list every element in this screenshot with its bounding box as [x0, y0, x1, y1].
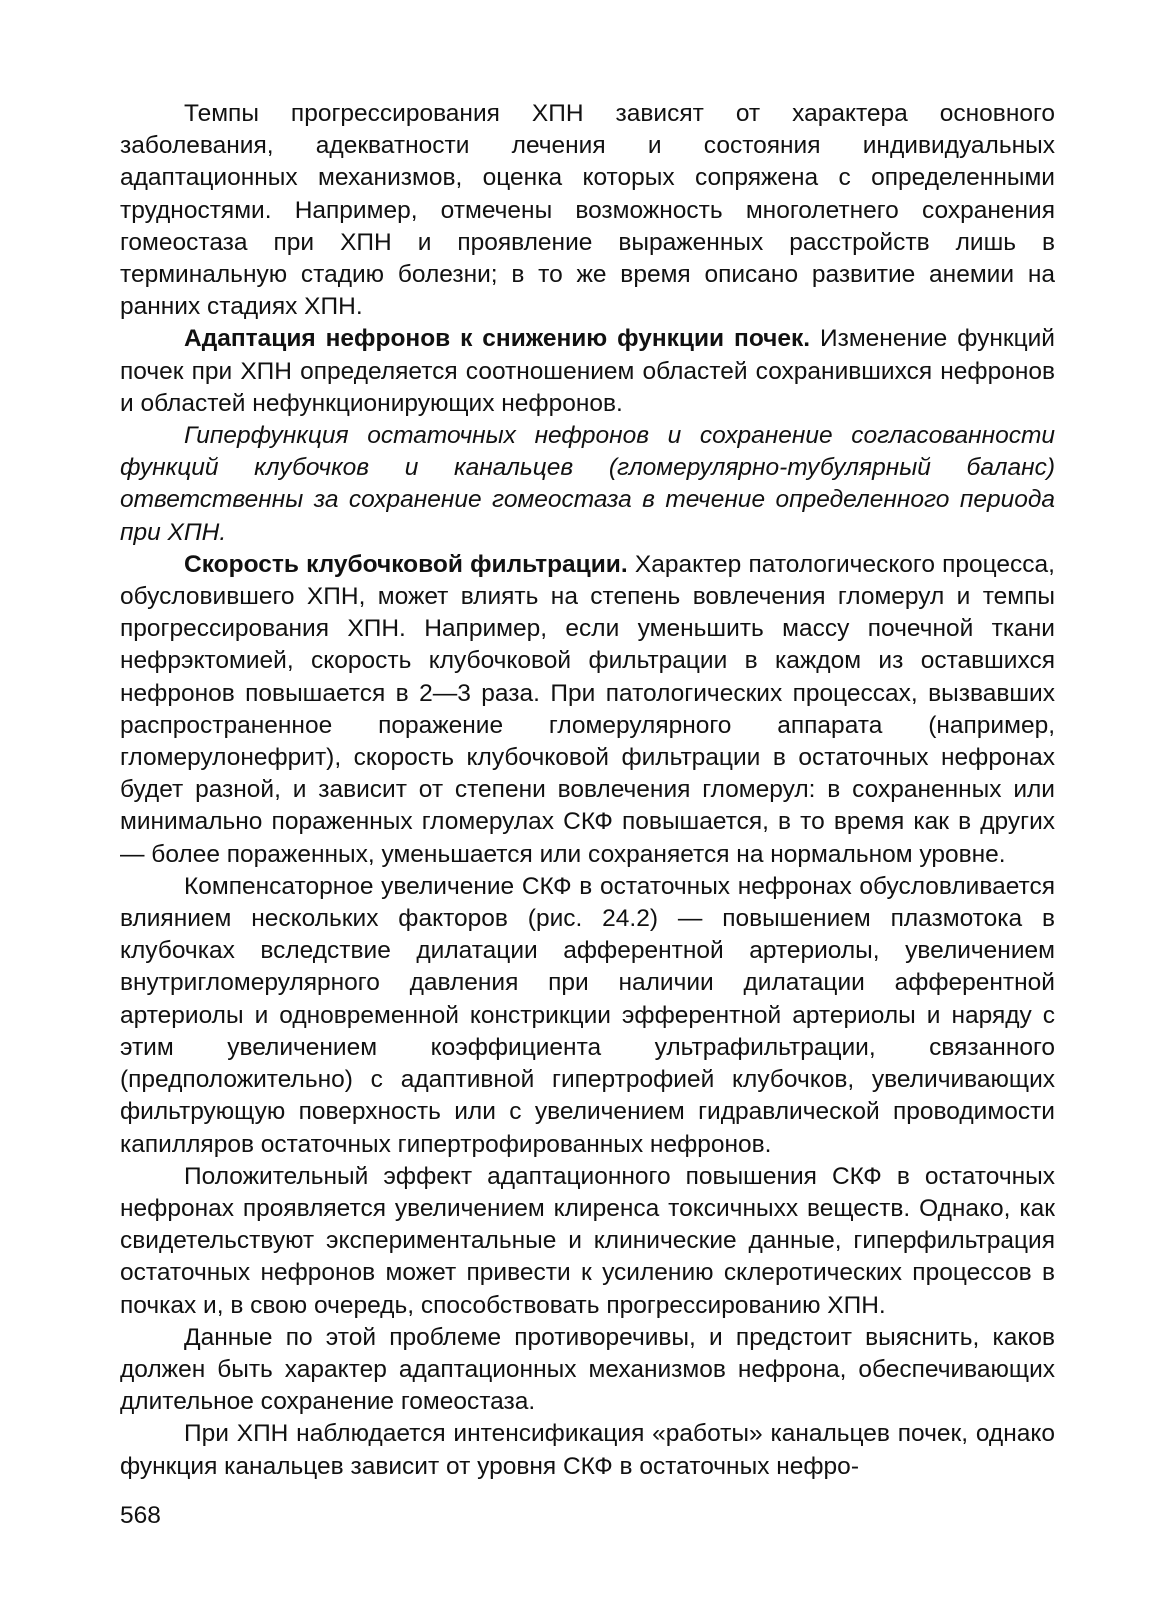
page-body — [120, 98, 1055, 1483]
paragraph-tubular-work — [120, 1418, 1055, 1482]
paragraph-contradictory-data — [120, 1322, 1055, 1419]
paragraph-text: Характер патологического процесса, обусловившего ХПН, может влиять на степень вовлечения гломерул и темпы прогрессирования ХПН. Например, если уменьшить массу почечной ткани нефрэктомией, скорость клубочковой фильтрации в каждом из оставшихся нефронов повышается в 2—3 раза. При патологических процессах, вызвавших распространенное поражение гломерулярного аппарата (например, гломерулонефрит), скорость клубочковой фильтрации в остаточных нефронах будет разной, и зависит от степени вовлечения гломерул: в сохраненных или минимально пораженных гломерулах СКФ повышается, в то время как в других — более пораженных, уменьшается или сохраняется на нормальном уровне. — [120, 550, 1055, 868]
paragraph-compensatory-gfr — [120, 871, 1055, 1161]
paragraph-progression-rates — [120, 98, 1055, 323]
paragraph-positive-effect — [120, 1161, 1055, 1322]
paragraph-text: Темпы прогрессирования ХПН зависят от характера основного заболевания, адекватности лечения и состояния индивидуальных адаптационных механизмов, оценка которых сопряжена с определенными трудностями. Например, отмечены возможность многолетнего сохранения гомеостаза при ХПН и проявление выраженных расстройств лишь в терминальную стадию болезни; в то же время описано развитие анемии на ранних стадиях ХПН. — [120, 100, 1055, 321]
paragraph-nephron-adaptation — [120, 323, 1055, 420]
paragraph-text: Положительный эффект адаптационного повышения СКФ в остаточных нефронах проявляется увеличением клиренса токсичныхх веществ. Однако, как свидетельствуют экспериментальные и клинические данные, гиперфильтрация остаточных нефронов может привести к усилению склеротических процессов в почках и, в свою очередь, способствовать прогрессированию ХПН. — [120, 1162, 1055, 1319]
paragraph-gfr — [120, 549, 1055, 871]
paragraph-hyperfunction — [120, 420, 1055, 549]
paragraph-text: Гиперфункция остаточных нефронов и сохранение согласованности функций клубочков и канальцев (гломерулярно-тубулярный баланс) ответственны за сохранение гомеостаза в течение определенного периода при ХПН. — [120, 422, 1055, 546]
paragraph-text: Изменение функций почек при ХПН определяется соотношением областей сохранившихся нефронов и областей нефункционирующих нефронов. — [120, 325, 1055, 417]
paragraph-text: При ХПН наблюдается интенсификация «работы» канальцев почек, однако функция канальцев зависит от уровня СКФ в остаточных нефро- — [120, 1420, 1055, 1480]
section-heading-gfr: Скорость клубочковой фильтрации. — [184, 550, 628, 578]
section-heading-nephron-adaptation: Адаптация нефронов к снижению функции почек. — [184, 325, 811, 353]
paragraph-text: Компенсаторное увеличение СКФ в остаточных нефронах обусловливается влиянием нескольких факторов (рис. 24.2) — повышением плазмотока в клубочках вследствие дилатации афферентной артериолы, увеличением внутригломерулярного давления при наличии дилатации афферентной артериолы и одновременной констрикции эфферентной артериолы и наряду с этим увеличением коэффициента ультрафильтрации, связанного (предположительно) с адаптивной гипертрофией клубочков, увеличивающих фильтрующую поверхность или с увеличением гидравлической проводимости капилляров остаточных гипертрофированных нефронов. — [120, 872, 1055, 1158]
page-number: 568 — [120, 1502, 161, 1529]
paragraph-text: Данные по этой проблеме противоречивы, и предстоит выяснить, каков должен быть характер адаптационных механизмов нефрона, обеспечивающих длительное сохранение гомеостаза. — [120, 1323, 1055, 1416]
